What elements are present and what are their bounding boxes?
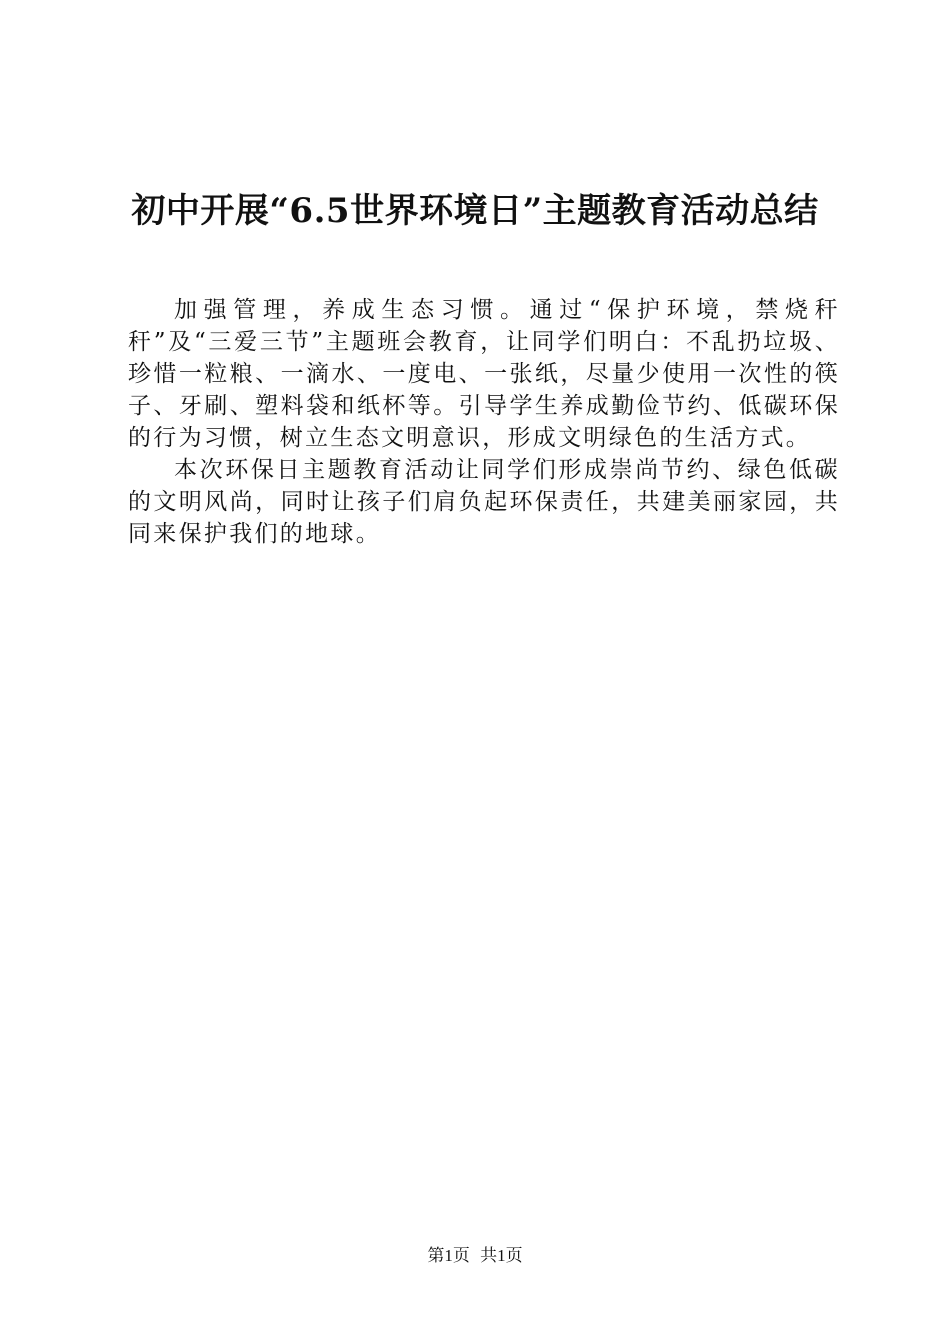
page-title: 初中开展“6.5世界环境日”主题教育活动总结	[131, 191, 819, 231]
page-number: 第1页	[427, 1246, 470, 1265]
page-total: 共1页	[480, 1246, 523, 1265]
paragraph-1: 加强管理，养成生态习惯。通过“保护环境，禁烧秆秆”及“三爱三节”主题班会教育，让同学们明白：不乱扔垃圾、珍惜一粒粮、一滴水、一度电、一张纸，尽量少使用一次性的筷子、牙刷、塑料袋和纸杯等。引导学生养成勤俭节约、低碳环保的行为习惯，树立生态文明意识，形成文明绿色的生活方式。	[128, 297, 840, 451]
document-body	[128, 294, 840, 550]
page-footer	[0, 1244, 950, 1268]
paragraph-2: 本次环保日主题教育活动让同学们形成崇尚节约、绿色低碳的文明风尚，同时让孩子们肩负起环保责任，共建美丽家园，共同来保护我们的地球。	[128, 457, 840, 547]
